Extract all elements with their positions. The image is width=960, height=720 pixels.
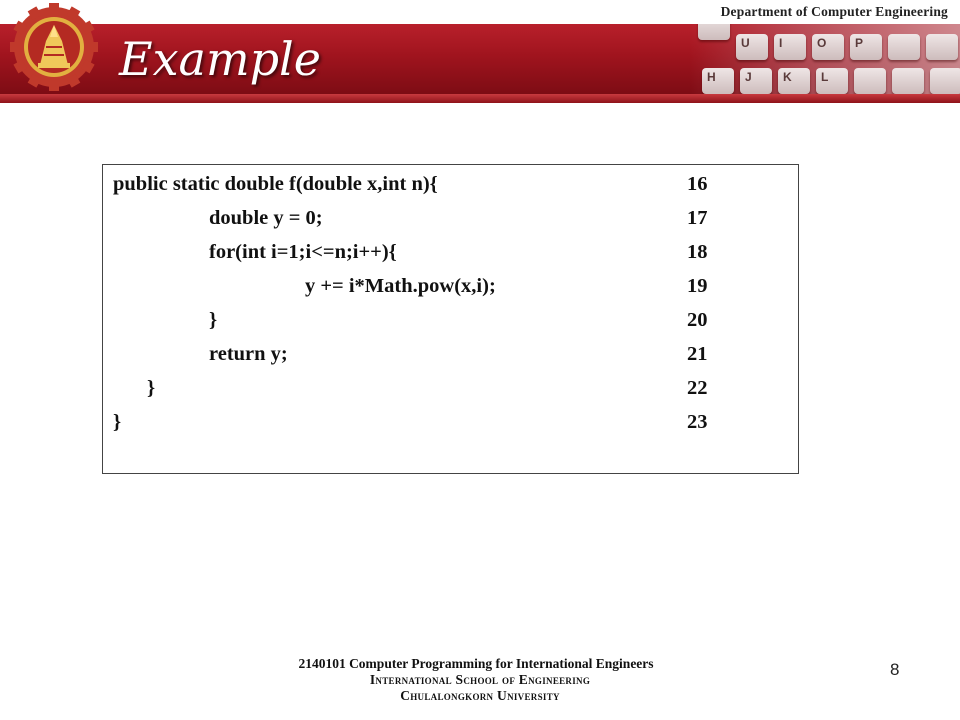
keyboard-key [926, 34, 958, 60]
footer-school [0, 672, 960, 688]
code-line: for(int i=1;i<=n;i++){ [209, 241, 397, 263]
keyboard-key: J [740, 68, 772, 94]
page-number: 8 [890, 660, 900, 679]
keyboard-key [930, 68, 960, 94]
line-number: 18 [687, 241, 708, 263]
line-number: 19 [687, 275, 708, 297]
keyboard-key: U [736, 34, 768, 60]
code-line: public static double f(double x,int n){ [113, 173, 438, 195]
header-rule [0, 94, 960, 103]
footer-course: 2140101 Computer Programming for International Engineers [298, 656, 654, 671]
keyboard-key: K [778, 68, 810, 94]
keyboard-key: I [774, 34, 806, 60]
line-number: 21 [687, 343, 708, 365]
line-number: 16 [687, 173, 708, 195]
keyboard-key: H [702, 68, 734, 94]
code-line: y += i*Math.pow(x,i); [305, 275, 496, 297]
line-number: 23 [687, 411, 708, 433]
line-number: 22 [687, 377, 708, 399]
footer-school-text: International School of Engineering [369, 672, 591, 687]
code-line: } [209, 309, 218, 331]
university-logo-icon [10, 3, 98, 91]
line-number: 17 [687, 207, 708, 229]
code-line: return y; [209, 343, 288, 365]
keyboard-key: L [816, 68, 848, 94]
keyboard-key [698, 24, 730, 40]
keyboard-image [690, 24, 960, 94]
keyboard-key: P [850, 34, 882, 60]
keyboard-key [888, 34, 920, 60]
department-name: Department of Computer Engineering [720, 4, 948, 19]
keyboard-key: O [812, 34, 844, 60]
footer-university-text: Chulalongkorn University [400, 688, 560, 703]
keyboard-key [892, 68, 924, 94]
keyboard-key [854, 68, 886, 94]
code-box [102, 164, 799, 474]
code-line: } [147, 377, 156, 399]
line-number: 20 [687, 309, 708, 331]
code-line: } [113, 411, 122, 433]
footer-university [0, 688, 960, 704]
slide-title: Example [119, 32, 321, 86]
code-line: double y = 0; [209, 207, 323, 229]
